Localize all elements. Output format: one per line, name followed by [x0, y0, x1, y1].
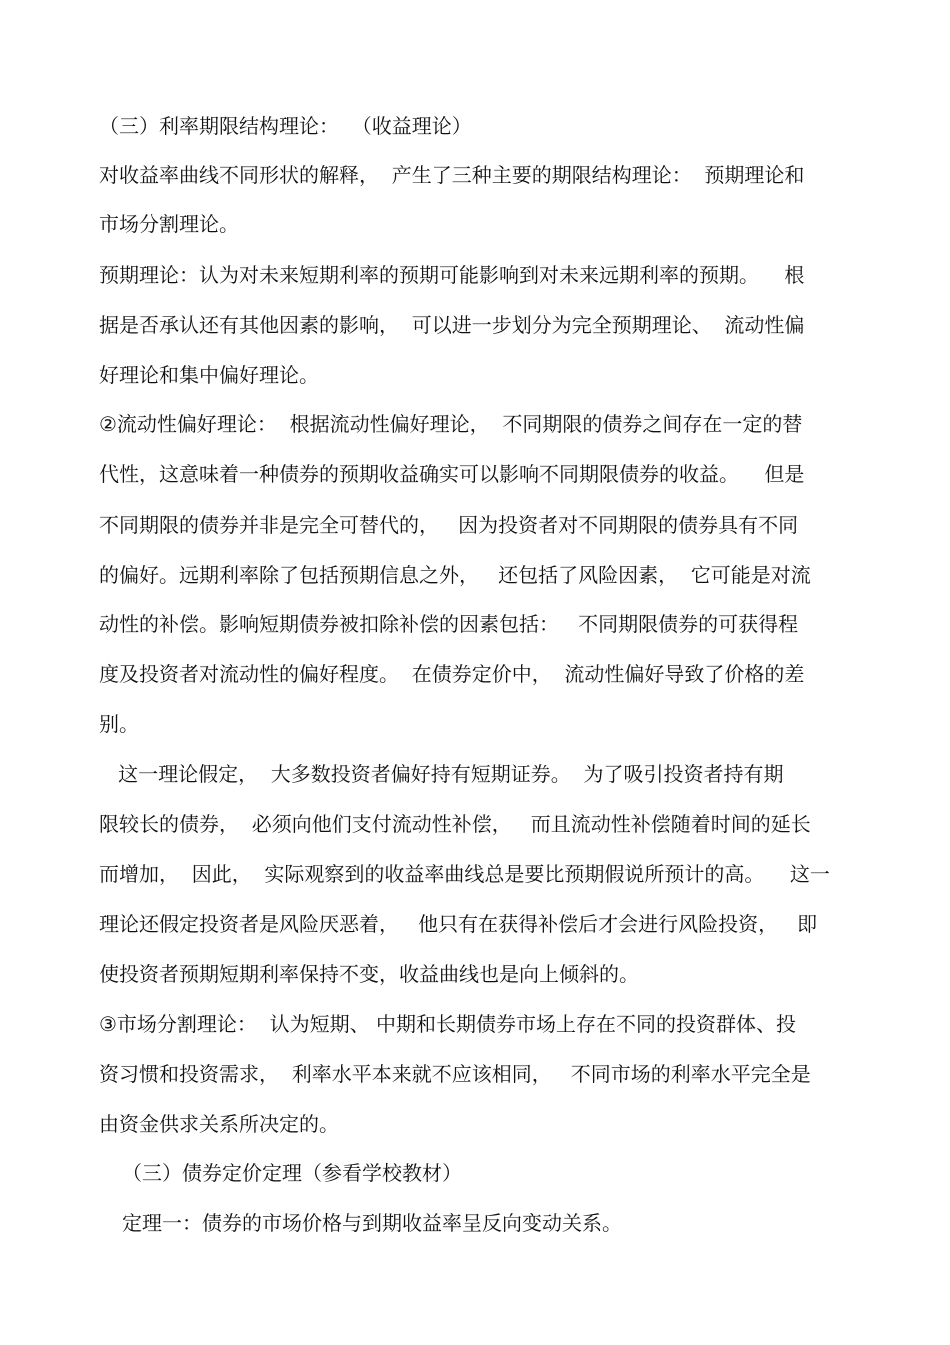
paragraph-line: 市场分割理论。 [99, 212, 239, 236]
paragraph-line: 这一理论假定， 大多数投资者偏好持有短期证券。 为了吸引投资者持有期 [99, 762, 784, 786]
theorem-one: 定理一：债券的市场价格与到期收益率呈反向变动关系。 [122, 1211, 622, 1235]
paragraph-line: 对收益率曲线不同形状的解释， 产生了三种主要的期限结构理论： 预期理论和 [99, 163, 805, 187]
paragraph-line: 别。 [99, 712, 139, 736]
paragraph-line: 好理论和集中偏好理论。 [99, 363, 319, 387]
paragraph-line: 的偏好。远期利率除了包括预期信息之外， 还包括了风险因素， 它可能是对流 [99, 563, 811, 587]
paragraph-line: 资习惯和投资需求， 利率水平本来就不应该相同， 不同市场的利率水平完全是 [99, 1062, 811, 1086]
paragraph-line: 动性的补偿。影响短期债券被扣除补偿的因素包括： 不同期限债券的可获得程 [99, 612, 799, 636]
paragraph-line: 预期理论：认为对未来短期利率的预期可能影响到对未来远期利率的预期。 根 [99, 263, 805, 287]
paragraph-line: 据是否承认还有其他因素的影响， 可以进一步划分为完全预期理论、 流动性偏 [99, 313, 805, 337]
paragraph-line: 使投资者预期短期利率保持不变，收益曲线也是向上倾斜的。 [99, 962, 639, 986]
paragraph-line: 代性，这意味着一种债券的预期收益确实可以影响不同期限债券的收益。 但是 [99, 462, 805, 486]
paragraph-line: 而增加， 因此， 实际观察到的收益率曲线总是要比预期假说所预计的高。 这一 [99, 862, 830, 886]
section-heading-bond-pricing: （三）债券定价定理（参看学校教材） [122, 1161, 462, 1185]
paragraph-line: 理论还假定投资者是风险厌恶着， 他只有在获得补偿后才会进行风险投资， 即 [99, 912, 818, 936]
section-heading-term-structure: （三）利率期限结构理论： （收益理论） [99, 114, 472, 138]
paragraph-line: ③市场分割理论： 认为短期、 中期和长期债券市场上存在不同的投资群体、投 [99, 1012, 797, 1036]
paragraph-line: 度及投资者对流动性的偏好程度。 在债券定价中， 流动性偏好导致了价格的差 [99, 662, 805, 686]
paragraph-line: ②流动性偏好理论： 根据流动性偏好理论， 不同期限的债券之间存在一定的替 [99, 412, 803, 436]
paragraph-line: 由资金供求关系所决定的。 [99, 1112, 339, 1136]
paragraph-line: 限较长的债券， 必须向他们支付流动性补偿， 而且流动性补偿随着时间的延长 [99, 812, 811, 836]
paragraph-line: 不同期限的债券并非是完全可替代的， 因为投资者对不同期限的债券具有不同 [99, 513, 799, 537]
